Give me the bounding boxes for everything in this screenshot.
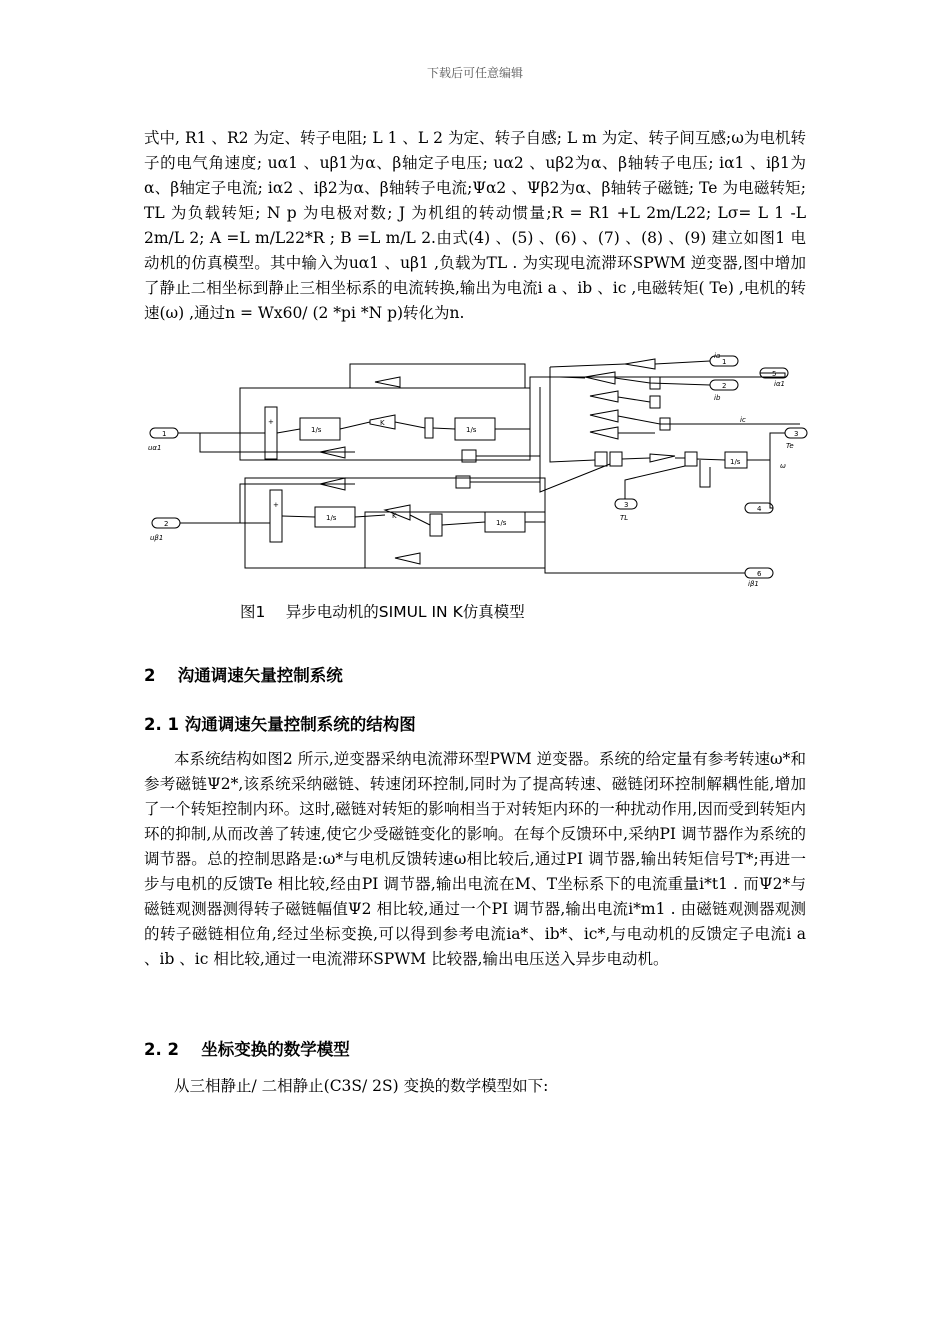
- integrator-label: 1/s: [311, 426, 322, 434]
- wire: [655, 361, 710, 364]
- port-number: 4: [757, 505, 762, 513]
- sum-block-9: [650, 396, 660, 408]
- upper-loop-box: [240, 388, 530, 460]
- wire: [622, 458, 650, 459]
- integrator-label: 1/s: [466, 426, 477, 434]
- gain-7: [625, 359, 655, 369]
- sum-block-2: [425, 418, 433, 438]
- gain-12: [650, 454, 675, 462]
- label-omega: ω: [780, 462, 786, 470]
- gain-1: [375, 377, 400, 387]
- sum-sign: +: [273, 501, 279, 509]
- section-heading-2-2: 2. 2 坐标变换的数学模型: [144, 1040, 350, 1059]
- wire: [410, 515, 430, 525]
- section-heading-2: 2 沟通调速矢量控制系统: [144, 666, 343, 685]
- simulink-model-figure: [140, 352, 810, 587]
- wire: [747, 460, 773, 508]
- label-ia: ia: [714, 352, 721, 360]
- paragraph-coordinate-transform: 从三相静止/ 二相静止(C3S/ 2S) 变换的数学模型如下:: [174, 1077, 549, 1095]
- section-heading-2-1: 2. 1 沟通调速矢量控制系统的结构图: [144, 715, 416, 734]
- wire: [625, 466, 685, 499]
- sum-block-4: [430, 514, 442, 536]
- paragraph-variable-definitions: 式中, R1 、R2 为定、转子电阻; L 1 、L 2 为定、转子自感; L m 为定、转子间互感;ω为电机转子的电气角速度; uα1 、uβ1为α、β轴定子电压; uα2 、uβ2为α、β轴转子电压; iα1 、iβ1为α、β轴定子电流; iα2 、iβ2为α、β轴转子电流;Ψα2 、Ψβ2为α、β轴转子磁链; Te 为电磁转矩; TL 为负载转矩; N p 为电极对数; J 为机组的转动惯量;R = R1 +L 2m/L22; Lσ= L 1 -L 2m/L 2; A =L m/L22*R ; B =L m/L 2.由式(4) 、(5) 、(6) 、(7) 、(8) 、(9) 建立如图1 电动机的仿真模型。其中输入为uα1 、uβ1 ,负载为TL . 为实现电流滞环SPWM 逆变器,图中增加了静止二相坐标到静止三相坐标系的电流转换,输出为电流i a 、ib 、ic ,电磁转矩( Te) ,电机的转速(ω) ,通过n = Wx60/ (2 *pi *N p)转化为n.: [144, 129, 806, 322]
- port-number: 5: [772, 370, 777, 378]
- top-feedback-box: [350, 364, 525, 388]
- integrator-label: 1/s: [730, 458, 741, 466]
- gain-8: [585, 372, 615, 384]
- integrator-label: 1/s: [326, 514, 337, 522]
- label-Te: Te: [786, 442, 794, 450]
- sum-block-1: [265, 407, 277, 459]
- label-ic: ic: [740, 416, 746, 424]
- gain-9: [590, 391, 618, 402]
- integrator-label: 1/s: [496, 519, 507, 527]
- wire: [550, 364, 625, 367]
- wire: [525, 522, 745, 573]
- wire: [697, 459, 725, 460]
- gain-6: [395, 553, 420, 564]
- port-number: 2: [164, 520, 169, 528]
- wire: [340, 422, 370, 429]
- gain-symbol: K: [392, 512, 397, 520]
- wire: [395, 422, 425, 428]
- sum-sign: +: [268, 418, 274, 426]
- sum-block-6: [610, 452, 622, 466]
- label-ialpha1: iα1: [774, 380, 786, 388]
- paragraph-system-structure: 本系统结构如图2 所示,逆变器采纳电流滞环型PWM 逆变器。系统的给定量有参考转速ω*和参考磁链Ψ2*,该系统采纳磁链、转速闭环控制,同时为了提高转速、磁链闭环控制解耦性能,增加了一个转矩控制内环。这时,磁链对转矩的影响相当于对转矩内环的一种扰动作用,因而受到转矩内环的抑制,从而改善了转速,使它少受磁链变化的影响。在每个反馈环中,采纳PI 调节器作为系统的调节器。总的控制思路是:ω*与电机反馈转速ω相比较后,通过PI 调节器,输出转矩信号T*;再进一步与电机的反馈Te 相比较,经由PI 调节器,输出电流在M、T坐标系下的电流重量i*t1 . 而Ψ2*与磁链观测器测得转子磁链幅值Ψ2 相比较,通过一个PI 调节器,输出电流i*m1 . 由磁链观测器观测的转子磁链相位角,经过坐标变换,可以得到参考电流ia*、ib*、ic*,与电动机的反馈定子电流i a 、ib 、ic 相比较,通过一电流滞环SPWM 比较器,输出电压送入异步电动机。: [144, 750, 806, 968]
- simulink-diagram: [140, 352, 810, 587]
- wire: [442, 522, 485, 525]
- label-ubeta1: uβ1: [150, 534, 164, 542]
- port-number: 1: [162, 430, 167, 438]
- wire: [550, 367, 595, 462]
- wire: [615, 378, 710, 385]
- sum-block-3: [270, 490, 282, 542]
- label-ualpha1: uα1: [148, 444, 162, 452]
- wire: [770, 433, 785, 460]
- sum-block-7: [685, 452, 697, 466]
- gain-symbol: K: [380, 419, 385, 427]
- wire: [433, 428, 455, 429]
- label-TL: TL: [620, 514, 629, 522]
- page-header: 下载后可任意编辑: [426, 66, 523, 80]
- port-number: 3: [794, 430, 799, 438]
- wire: [700, 460, 710, 487]
- wire: [277, 429, 300, 433]
- wire: [618, 416, 800, 424]
- gain-10: [590, 410, 618, 422]
- label-ib: ib: [714, 394, 721, 402]
- sum-block-5: [595, 452, 607, 466]
- wire: [618, 397, 650, 402]
- port-number: 1: [722, 358, 727, 366]
- gain-11: [590, 427, 618, 439]
- wire: [282, 516, 315, 517]
- port-number: 3: [624, 501, 629, 509]
- port-number: 2: [722, 382, 727, 390]
- wire: [240, 484, 355, 523]
- wire: [355, 515, 385, 517]
- port-number: 6: [757, 570, 762, 578]
- bottom-feedback-box: [365, 512, 545, 568]
- label-ibeta1: iβ1: [748, 580, 759, 587]
- figure-caption: 图1 异步电动机的SIMUL IN K仿真模型: [240, 603, 525, 621]
